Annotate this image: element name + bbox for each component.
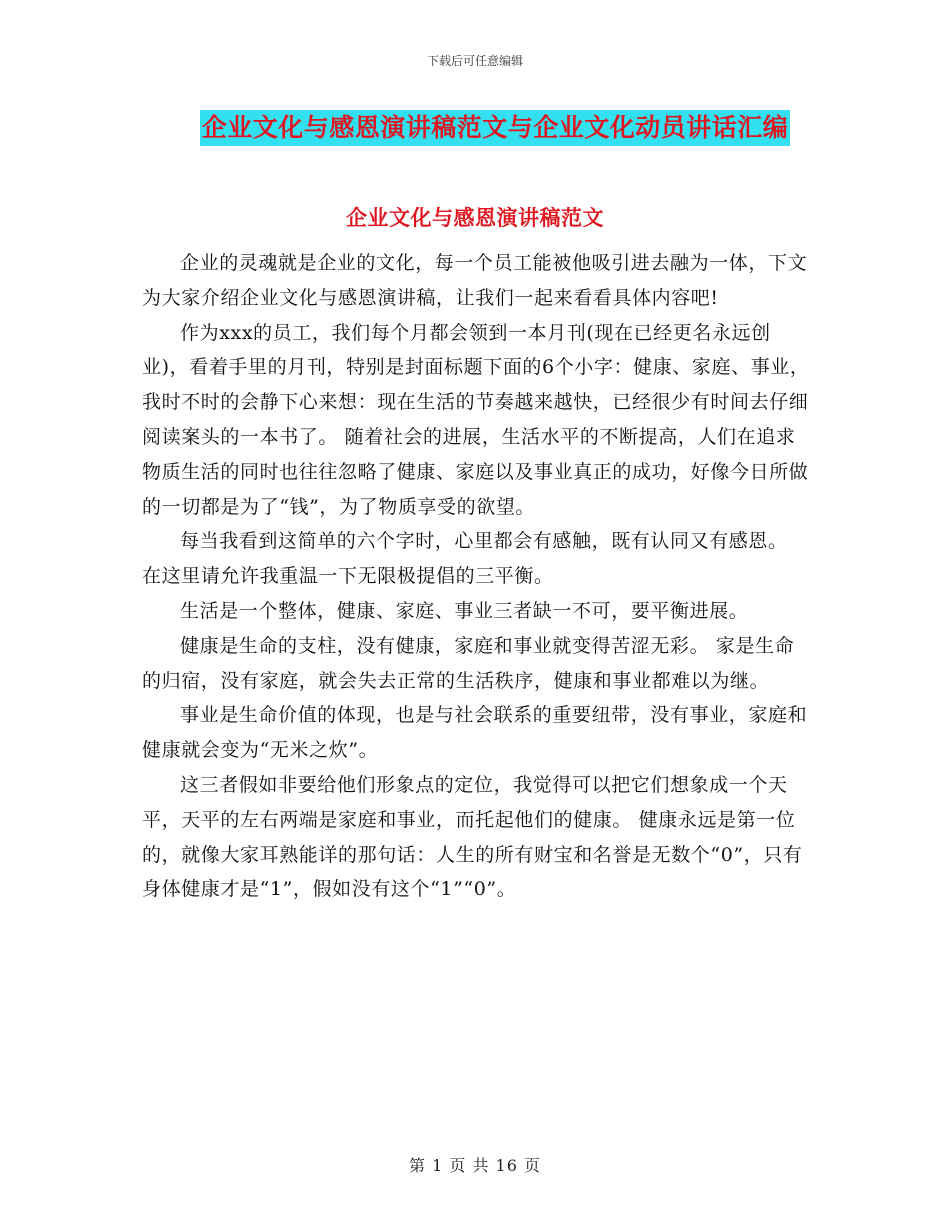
paragraph-6: 事业是生命价值的体现，也是与社会联系的重要纽带，没有事业，家庭和健康就会变为“无米之炊”。 xyxy=(142,704,808,762)
paragraph-7: 这三者假如非要给他们形象点的定位，我觉得可以把它们想象成一个天平，天平的左右两端是家庭和事业，而托起他们的健康。 健康永远是第一位的，就像大家耳熟能详的那句话：人生的所有财宝和名誉是无数个“0”，只有身体健康才是“1”，假如没有这个“1”“0”。 xyxy=(142,773,803,901)
page-number: 第 1 页 共 16 页 xyxy=(409,1156,541,1175)
section-title: 企业文化与感恩演讲稿范文 xyxy=(346,205,604,230)
document-title-container xyxy=(0,110,950,146)
paragraph-3: 每当我看到这简单的六个字时，心里都会有感触，既有认同又有感恩。 在这里请允许我重温一下无限极提倡的三平衡。 xyxy=(142,530,788,588)
document-body xyxy=(142,246,810,907)
paragraph-1: 企业的灵魂就是企业的文化，每一个员工能被他吸引进去融为一体，下文为大家介绍企业文化与感恩演讲稿，让我们一起来看看具体内容吧! xyxy=(142,252,808,309)
paragraph-5: 健康是生命的支柱，没有健康，家庭和事业就变得苦涩无彩。 家是生命的归宿，没有家庭，就会失去正常的生活秩序，健康和事业都难以为继。 xyxy=(142,634,795,692)
paragraph-2: 作为xxx的员工，我们每个月都会领到一本月刊(现在已经更名永远创业)，看着手里的月刊，特别是封面标题下面的6个小字：健康、家庭、事业，我时不时的会静下心来想：现在生活的节奏越来越快，已经很少有时间去仔细阅读案头的一本书了。 随着社会的进展，生活水平的不断提高，人们在追求物质生活的同时也往往忽略了健康、家庭以及事业真正的成功，好像今日所做的一切都是为了“钱”，为了物质享受的欲望。 xyxy=(142,321,810,518)
paragraph-4: 生活是一个整体，健康、家庭、事业三者缺一不可，要平衡进展。 xyxy=(180,599,749,622)
document-title: 企业文化与感恩演讲稿范文与企业文化动员讲话汇编 xyxy=(200,110,791,146)
page-header-note: 下载后可任意编辑 xyxy=(426,54,523,68)
